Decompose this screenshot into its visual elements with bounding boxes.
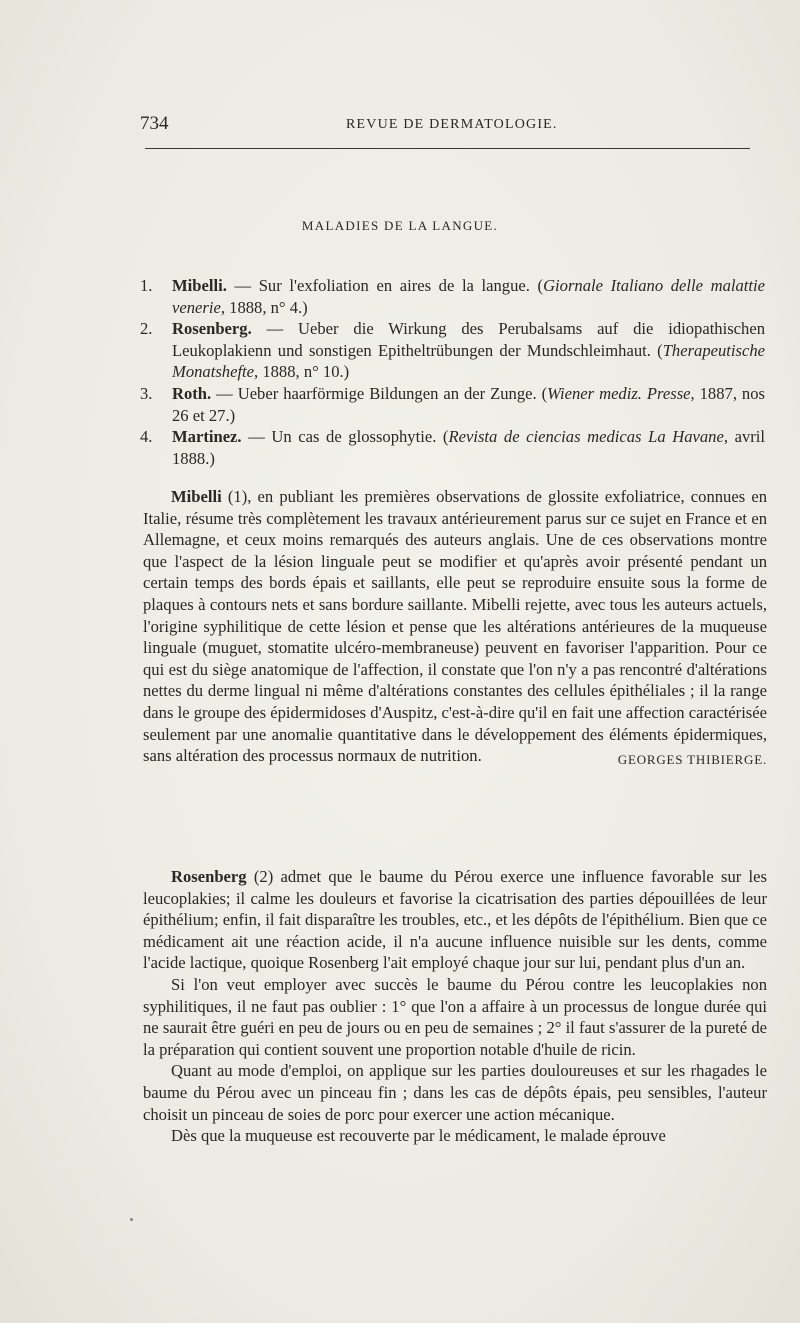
- reference-details: , 1888, n° 4.): [220, 297, 308, 317]
- reference-item: [140, 318, 765, 383]
- paragraph: [143, 866, 767, 974]
- reference-details: , 1888, n° 10.): [254, 362, 350, 382]
- reference-details: , 1887, nos 26 et 27.): [172, 383, 765, 425]
- signature: GEORGES THIBIERGE.: [617, 752, 767, 768]
- paragraph: Quant au mode d'emploi, on applique sur les parties douloureuses et sur les rhagades le baume du Pérou avec un pinceau fin ; dans les cas de dépôts épais, peu sensibles, l'auteur choisit un pinceau de soies de porc pour exercer une action mécanique.: [143, 1061, 767, 1124]
- paragraph: Dès que la muqueuse est recouverte par le médicament, le malade éprouve: [171, 1126, 666, 1146]
- reference-details: , avril 1888.): [172, 427, 765, 468]
- running-head: REVUE DE DERMATOLOGIE.: [346, 117, 558, 132]
- reference-item: [140, 426, 765, 469]
- reference-source-end: e: [213, 297, 221, 317]
- reference-title: — Un cas de glossophytie. (: [248, 427, 449, 447]
- paragraph-text: (1), en publiant les premières observations de glossite exfoliatrice, connues en Italie, résume très complètement les travaux antérieurement parus sur ce sujet en France et en Allemagne, et ceux moins remarqués des auteurs anglais. Une de ces observations montre que l'aspect de la lésion linguale peut se modifier et qu'après avoir présenté pendant un certain temps des bords épais et saillants, elle peut se reproduire ensuite sous la forme de plaques à contours nets et sans bordure saillante. Mibelli rejette, avec tous les auteurs actuels, l'origine syphilitique de cette lésion et pense que les altérations antérieures de la muqueuse linguale (muguet, stomatite ulcéro-membraneuse) peuvent en favoriser l'apparition. Pour ce qui est du siège anatomique de l'affection, il constate que l'on n'y a pas rencontré d'altérations nettes du derme lingual ni même d'altérations constantes des cellules épithéliales ; il la range dans le groupe des épidermidoses d'Auspitz, c'est-à-dire qu'il en fait une affection caractérisée seulement par une anomalie quantitative dans le développement des éléments épidermiques, sans altération des processus normaux de nutrition.: [143, 487, 767, 766]
- reference-author: Roth.: [172, 383, 212, 403]
- reference-source: Therapeutische Monatshefte: [172, 340, 765, 382]
- header-rule: [145, 148, 750, 149]
- reference-number: 4.: [140, 427, 153, 447]
- section-title: MALADIES DE LA LANGUE.: [301, 218, 499, 233]
- reference-title: — Ueber haarförmige Bildungen an der Zunge. (: [216, 383, 548, 403]
- paragraph-text: (2) admet que le baume du Pérou exerce une influence favorable sur les leucoplakies; il calme les douleurs et favorise la cicatrisation des parties dépouillées de leur épithélium; enfin, il fait disparaître les troubles, etc., et les dépôts de l'épithélium. Bien que ce médicament ait une réaction acide, il n'a aucune influence nuisible sur les dents, comme l'acide lactique, quoique Rosenberg l'ait employé chaque jour sur lui, pendant plus d'un an.: [143, 867, 767, 973]
- review-rosenberg: [143, 866, 767, 1147]
- reference-author: Rosenberg.: [172, 319, 252, 339]
- review-mibelli: [143, 486, 767, 771]
- reference-number: 2.: [140, 319, 153, 339]
- paragraph-author: Rosenberg: [171, 867, 247, 886]
- reference-item: [140, 383, 765, 426]
- reference-list: [140, 275, 765, 469]
- reference-author: Martinez.: [172, 427, 242, 447]
- paper-speck: [130, 1218, 133, 1221]
- reference-source: Giornale Italiano delle malattie veneri: [172, 276, 765, 317]
- reference-title: — Ueber die Wirkung des Perubalsams auf die idiopathischen Leukoplakienn und sonstigen Epitheltrübungen der Mundschleimhaut. (: [172, 319, 765, 360]
- page-number: 734: [140, 113, 169, 134]
- reference-number: 3.: [140, 383, 153, 403]
- reference-item: [140, 275, 765, 318]
- reference-title: — Sur l'exfoliation en aires de la langue. (: [234, 276, 544, 295]
- paragraph: Si l'on veut employer avec succès le baume du Pérou contre les leucoplakies non syphilitiques, il ne faut pas oublier : 1° que l'on a affaire à un processus de longue durée qui ne saurait être guéri en peu de jours ou en peu de semaines ; 2° il faut s'assurer de la pureté de la préparation qui contient souvent une proportion notable d'huile de ricin.: [143, 974, 767, 1059]
- paragraph-author: Mibelli: [171, 487, 222, 506]
- reference-author: Mibelli.: [172, 276, 227, 295]
- page-header: [140, 113, 760, 139]
- reference-source: Wiener mediz. Presse: [547, 383, 691, 403]
- reference-source: Revista de ciencias medicas La Havane: [448, 427, 724, 447]
- reference-number: 1.: [140, 276, 153, 295]
- paragraph: [143, 486, 767, 767]
